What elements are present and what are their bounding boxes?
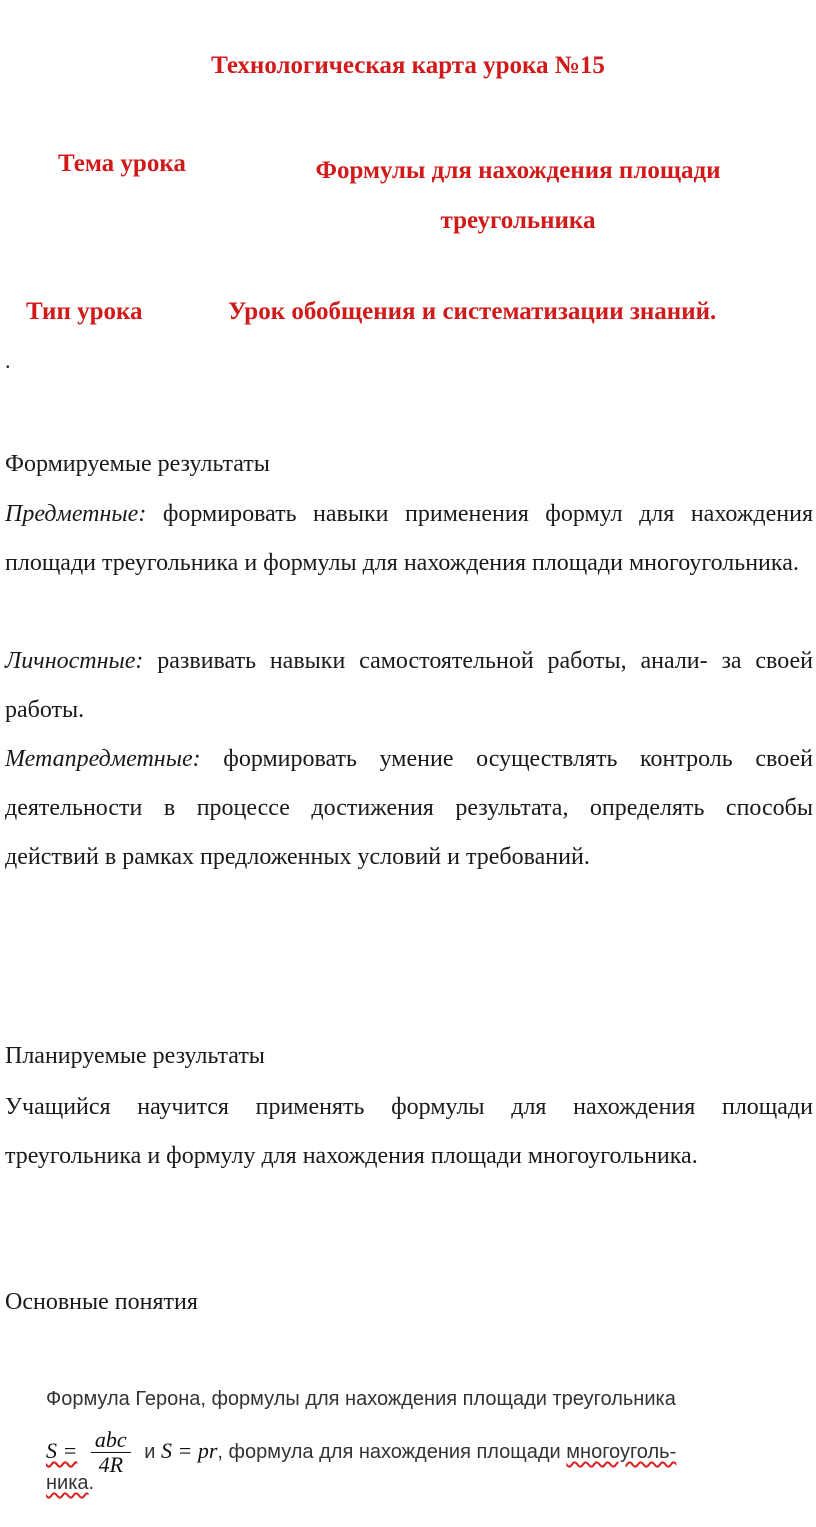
formula-s-pr: S = pr	[160, 1437, 218, 1463]
key-concepts-heading: Основные понятия	[5, 1289, 198, 1315]
planned-results-heading: Планируемые результаты	[5, 1043, 265, 1069]
subject-results-label: Предметные:	[5, 501, 147, 527]
topic-value-line2: треугольника	[440, 207, 596, 234]
topic-value-line1: Формулы для нахождения площади	[315, 157, 721, 184]
topic-value	[258, 146, 778, 246]
planned-results-text: Учащийся научится применять формулы для нахождения площади треугольника и формулу для нахождения площади многоугольника.	[5, 1094, 813, 1169]
formula-s-equals: S =	[46, 1437, 78, 1463]
formula-polygon-word-part1: многоуголь-	[566, 1440, 677, 1463]
subject-results-text: формировать навыки применения формул для нахождения площади треугольника и формулы для нахождения площади многоугольника.	[5, 501, 813, 576]
personal-results-label: Личностные:	[5, 648, 144, 674]
formula-line-3-end: .	[88, 1472, 95, 1494]
formula-and: и	[144, 1440, 156, 1463]
page-title: Технологическая карта урока №15	[211, 52, 605, 79]
formed-results-heading: Формируемые результаты	[5, 451, 270, 477]
formula-fraction	[91, 1428, 131, 1477]
lesson-type-label: Тип урока	[26, 298, 143, 325]
formula-polygon-word-part2: ника	[46, 1472, 89, 1494]
fraction-denominator: 4R	[98, 1452, 124, 1477]
formula-line-2-text: , формула для нахождения площади	[217, 1440, 561, 1463]
meta-results-label: Метапредметные:	[5, 746, 201, 772]
meta-results-text: формировать умение осуществлять контроль своей деятельности в процессе достижения результата, определять способы действий в рамках предложенных условий и требований.	[5, 746, 813, 870]
personal-results-paragraph	[5, 637, 813, 735]
formula-line-2	[46, 1428, 676, 1477]
formula-line-3	[46, 1472, 94, 1495]
stray-dot: .	[5, 348, 11, 373]
personal-results-text: развивать навыки самостоятельной работы, анали- за своей работы.	[5, 648, 814, 723]
lesson-type-value: Урок обобщения и систематизации знаний.	[228, 298, 717, 325]
topic-label: Тема урока	[58, 150, 186, 177]
formula-line-1: Формула Герона, формулы для нахождения площади треугольника	[46, 1388, 676, 1410]
subject-results-paragraph	[5, 490, 813, 588]
meta-results-paragraph	[5, 735, 813, 882]
fraction-numerator: abc	[91, 1428, 131, 1453]
